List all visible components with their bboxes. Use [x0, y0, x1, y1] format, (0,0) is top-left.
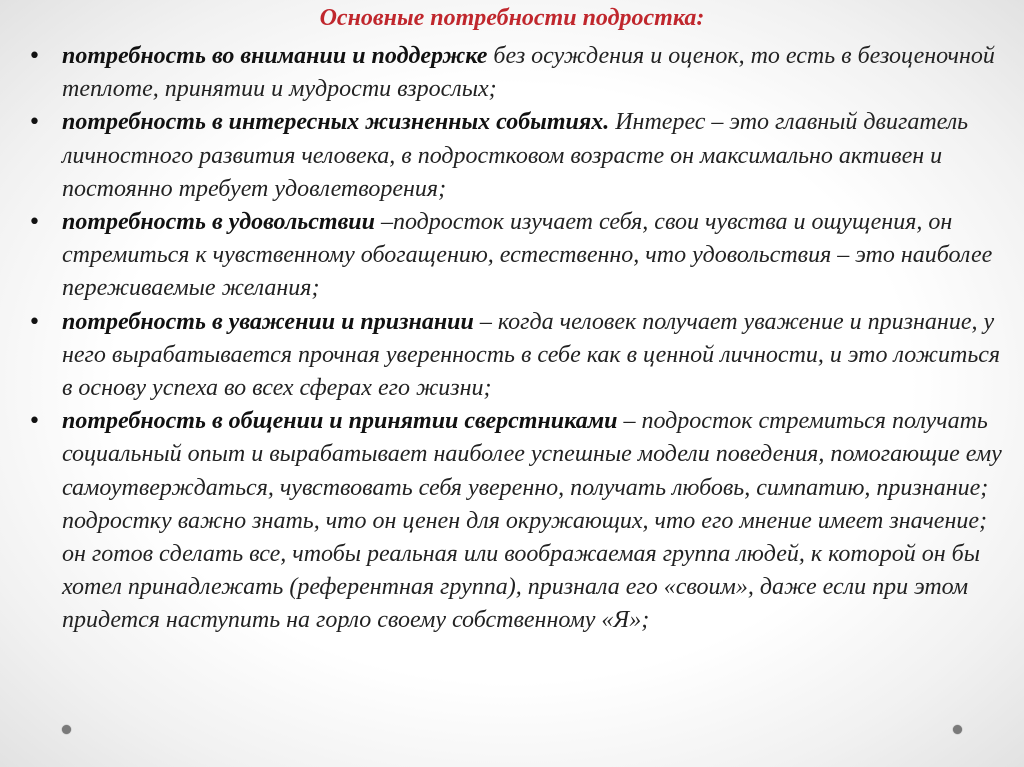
item-text: – подросток стремиться получать социальный опыт и вырабатывает наиболее успешные модели поведения, помогающие ему самоутверждаться, чувствовать себя уверенно, получать любовь, симпатию, признание; подростку важно знать, что он ценен для окружающих, что его мнение имеет значение; он готов сделать все, чтобы реальная или воображаемая группа людей, к которой он бы хотел принадлежать (референтная группа), признала его «своим», даже если при этом придется наступить на горло своему собственному «Я»; [62, 408, 1002, 634]
item-term: потребность в уважении и признании [62, 308, 474, 335]
item-text: –подросток изучает себя, свои чувства и ощущения, он стремиться к чувственному обогащению, естественно, что удовольствия – это наиболее переживаемые желания; [62, 209, 993, 302]
decorative-dot-icon [62, 725, 71, 734]
slide-title: Основные потребности подростка: [319, 5, 705, 31]
list-item [22, 405, 1012, 637]
list-item [22, 106, 1012, 206]
list-item [22, 40, 1012, 106]
bullet-icon: • [28, 309, 41, 335]
bullet-icon: • [28, 44, 41, 69]
list-item [22, 206, 1012, 306]
item-text: Интерес – это главный двигатель личностного развития человека, в подростковом возрасте он максимально активен и постоянно требует удовлетворения; [62, 109, 969, 202]
item-term: потребность в интересных жизненных событиях. [62, 109, 610, 136]
item-term: потребность в удовольствии [62, 209, 375, 236]
list-item [22, 306, 1012, 406]
item-text: – когда человек получает уважение и признание, у него вырабатывается прочная уверенность в себе как в ценной личности, и это ложиться в основу успеха во всех сферах его жизни; [62, 308, 1001, 402]
bullet-icon: • [28, 409, 41, 435]
item-term: потребность в общении и принятии сверстниками [62, 408, 618, 435]
bullet-icon: • [28, 110, 41, 136]
needs-list [22, 40, 1012, 638]
item-text: без осуждения и оценок, то есть в безоценочной теплоте, принятии и мудрости взрослых; [62, 43, 995, 103]
bullet-icon: • [28, 210, 41, 236]
item-term: потребность во внимании и поддержке [62, 43, 488, 69]
decorative-dot-icon [953, 725, 962, 734]
